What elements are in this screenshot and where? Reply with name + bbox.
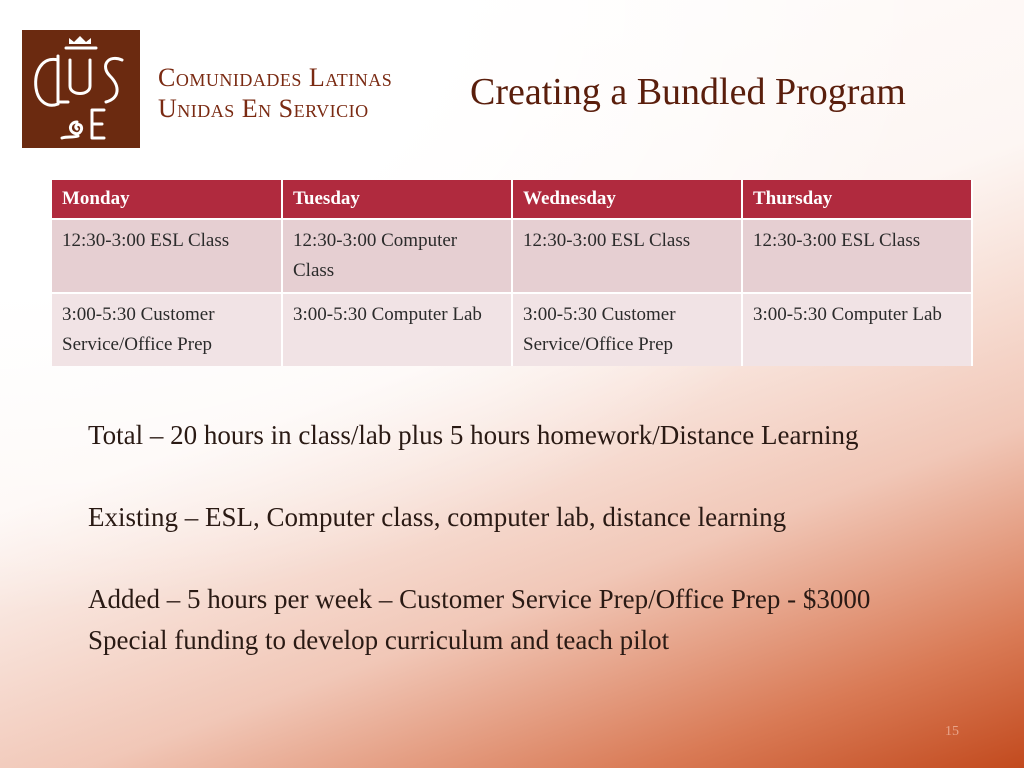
table-cell: 3:00-5:30 Computer Lab — [742, 293, 972, 366]
body-paragraph-added: Added – 5 hours per week – Customer Service Prep/Office Prep - $3000 Special funding to develop curriculum and teach pilot — [88, 584, 871, 655]
schedule-table — [52, 180, 973, 366]
org-name-line-1: Comunidades Latinas — [158, 63, 393, 92]
header-monday: Monday — [52, 180, 282, 219]
slide-body — [88, 415, 938, 702]
header-wednesday: Wednesday — [512, 180, 742, 219]
clues-logo-mark — [22, 30, 140, 148]
table-header-row — [52, 180, 972, 219]
header-tuesday: Tuesday — [282, 180, 512, 219]
slide-title: Creating a Bundled Program — [470, 71, 906, 113]
table-cell: 3:00-5:30 Computer Lab — [282, 293, 512, 366]
header-thursday: Thursday — [742, 180, 972, 219]
table-row — [52, 219, 972, 293]
table-cell: 12:30-3:00 ESL Class — [52, 219, 282, 293]
organization-name — [158, 62, 392, 124]
body-paragraph-existing: Existing – ESL, Computer class, computer lab, distance learning — [88, 502, 787, 532]
body-paragraph-total: Total – 20 hours in class/lab plus 5 hours homework/Distance Learning — [88, 420, 859, 450]
table-cell: 3:00-5:30 Customer Service/Office Prep — [52, 293, 282, 366]
table-cell: 12:30-3:00 ESL Class — [742, 219, 972, 293]
org-name-line-2: Unidas En Servicio — [158, 94, 369, 123]
table-cell: 3:00-5:30 Customer Service/Office Prep — [512, 293, 742, 366]
page-number: 15 — [945, 724, 959, 739]
table-row — [52, 293, 972, 366]
table-cell: 12:30-3:00 ESL Class — [512, 219, 742, 293]
table-cell: 12:30-3:00 Computer Class — [282, 219, 512, 293]
clues-logo — [22, 30, 140, 148]
